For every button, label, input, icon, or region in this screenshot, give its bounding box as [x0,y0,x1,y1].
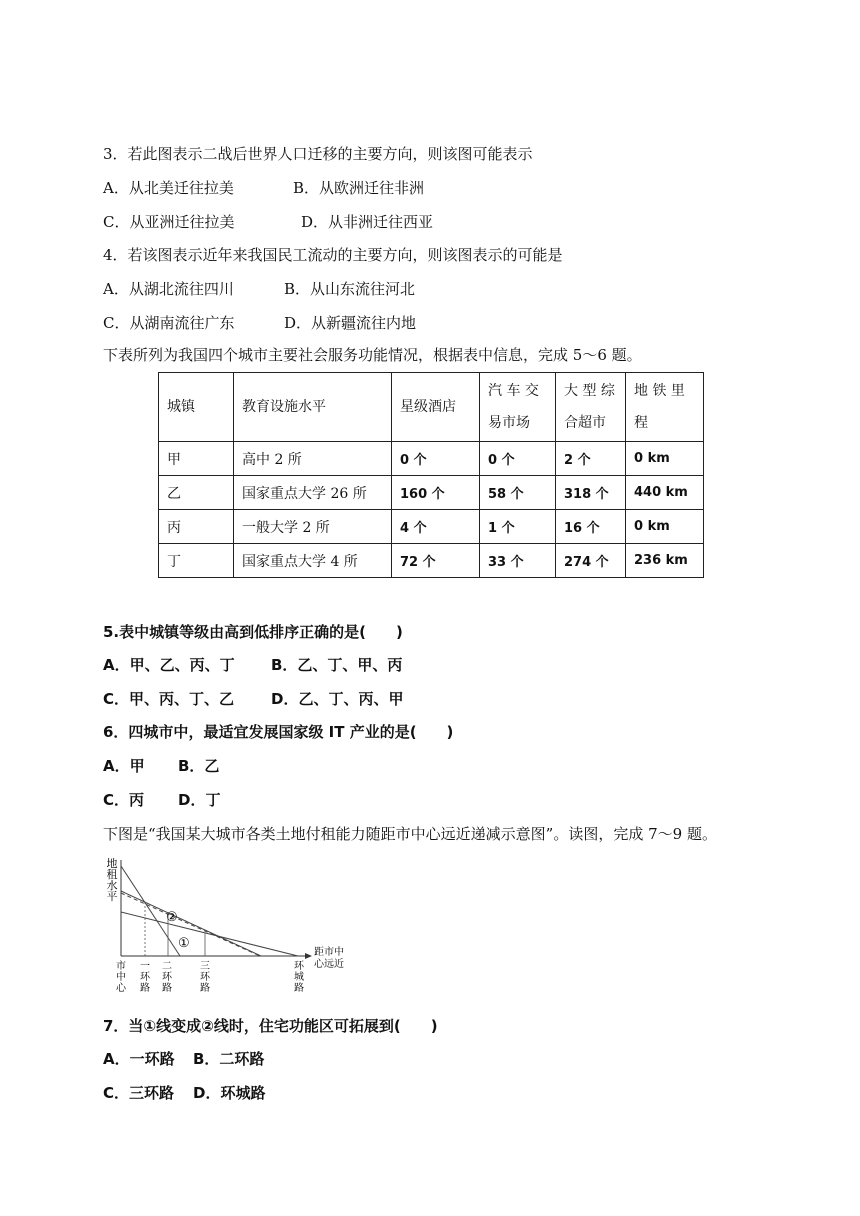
cell-metro: 236 km [626,544,704,578]
q3-stem: 3．若此图表示二战后世界人口迁移的主要方向，则该图可能表示 [103,145,533,163]
cell-town: 甲 [159,442,234,476]
q5-option-b: B．乙、丁、甲、丙 [271,656,403,674]
header-supermarket [556,373,626,442]
q5-stem: 5.表中城镇等级由高到低排序正确的是( ) [103,623,403,641]
q7-option-b: B．二环路 [193,1050,265,1068]
q6-option-d: D．丁 [178,791,221,809]
q5-option-d: D．乙、丁、丙、甲 [271,690,404,708]
header-line: 星级酒店 [400,399,456,415]
q5-option-c: C．甲、丙、丁、乙 [103,690,235,708]
tick-char: 二 [162,961,172,972]
header-line: 城镇 [167,399,195,415]
city-service-table [158,372,704,578]
x-axis-arrow [305,953,312,959]
q3-option-b: B．从欧洲迁往非洲 [293,179,425,197]
cell-metro: 0 km [626,510,704,544]
cell-education: 国家重点大学 4 所 [234,544,392,578]
rent-line-industrial [121,912,298,956]
q3-option-c: C．从亚洲迁往拉美 [103,213,235,231]
tick-char: 环 [162,972,172,983]
cell-town: 乙 [159,476,234,510]
tick-char: 路 [162,983,172,994]
cell-education: 一般大学 2 所 [234,510,392,544]
tick-char: 环 [294,961,304,972]
header-line: 合超市 [564,415,606,431]
q4-option-b: B．从山东流往河北 [284,280,416,298]
header-town [159,373,234,442]
table-row [159,510,704,544]
y-axis-char: 水 [106,879,118,892]
tick-char: 城 [294,972,304,983]
tick-char: 环 [200,972,210,983]
header-car-market [480,373,556,442]
header-line: 易市场 [488,415,530,431]
q3-option-a: A．从北美迁往拉美 [103,179,234,197]
q6-option-a: A．甲 [103,757,145,775]
table-row [159,544,704,578]
table-row [159,476,704,510]
tick-char: 心 [116,983,126,994]
header-line: 汽 车 交 [488,383,539,399]
x-axis-label-line2: 心远近 [314,959,344,970]
cell-car-market: 0 个 [480,442,556,476]
header-line: 大 型 综 [564,383,615,399]
cell-metro: 0 km [626,442,704,476]
q6-option-c: C．丙 [103,791,145,809]
cell-hotels: 4 个 [392,510,480,544]
header-line: 教育设施水平 [242,399,326,415]
cell-supermarket: 16 个 [556,510,626,544]
header-education [234,373,392,442]
curve-label-1: ① [178,936,190,951]
rent-line-2-dashed [121,893,260,956]
tick-char: 市 [116,961,126,972]
cell-town: 丁 [159,544,234,578]
cell-education: 高中 2 所 [234,442,392,476]
tick-char: 路 [140,983,150,994]
header-metro [626,373,704,442]
cell-hotels: 160 个 [392,476,480,510]
q4-option-c: C．从湖南流往广东 [103,314,235,332]
table-intro: 下表所列为我国四个城市主要社会服务功能情况，根据表中信息，完成 5～6 题。 [103,346,642,364]
header-line: 地 铁 里 [634,383,685,399]
y-axis-char: 租 [106,868,118,881]
cell-education: 国家重点大学 26 所 [234,476,392,510]
tick-char: 路 [294,983,304,994]
tick-char: 一 [140,961,150,972]
q6-option-b: B．乙 [178,757,220,775]
cell-town: 丙 [159,510,234,544]
q5-option-a: A．甲、乙、丙、丁 [103,656,235,674]
diagram-intro: 下图是“我国某大城市各类土地付租能力随距市中心远近递减示意图”。读图，完成 7～9 题。 [103,825,717,843]
q7-stem: 7．当①线变成②线时，住宅功能区可拓展到( ) [103,1017,438,1035]
y-axis-char: 平 [106,890,118,903]
cell-car-market: 33 个 [480,544,556,578]
q3-option-d: D．从非洲迁往西亚 [301,213,434,231]
cell-supermarket: 318 个 [556,476,626,510]
q4-stem: 4．若该图表示近年来我国民工流动的主要方向，则该图表示的可能是 [103,246,563,264]
q7-option-a: A．一环路 [103,1050,175,1068]
q4-option-d: D．从新疆流往内地 [284,314,417,332]
tick-char: 中 [116,972,126,983]
cell-car-market: 58 个 [480,476,556,510]
x-axis-label-line1: 距市中 [314,947,344,958]
table-header-row [159,373,704,442]
curve-label-2: ② [166,910,178,925]
cell-supermarket: 274 个 [556,544,626,578]
cell-hotels: 0 个 [392,442,480,476]
cell-hotels: 72 个 [392,544,480,578]
q6-stem: 6．四城市中，最适宜发展国家级 IT 产业的是( ) [103,723,454,741]
table-row [159,442,704,476]
y-axis-char: 地 [106,858,118,870]
q4-option-a: A．从湖北流往四川 [103,280,234,298]
q7-option-d: D．环城路 [193,1084,266,1102]
tick-char: 三 [200,961,210,972]
tick-char: 环 [140,972,150,983]
q7-option-c: C．三环路 [103,1084,175,1102]
cell-supermarket: 2 个 [556,442,626,476]
header-line: 程 [634,415,648,431]
rent-line-1 [121,891,261,956]
cell-car-market: 1 个 [480,510,556,544]
land-rent-diagram [100,858,360,1000]
header-hotels [392,373,480,442]
tick-char: 路 [200,983,210,994]
cell-metro: 440 km [626,476,704,510]
